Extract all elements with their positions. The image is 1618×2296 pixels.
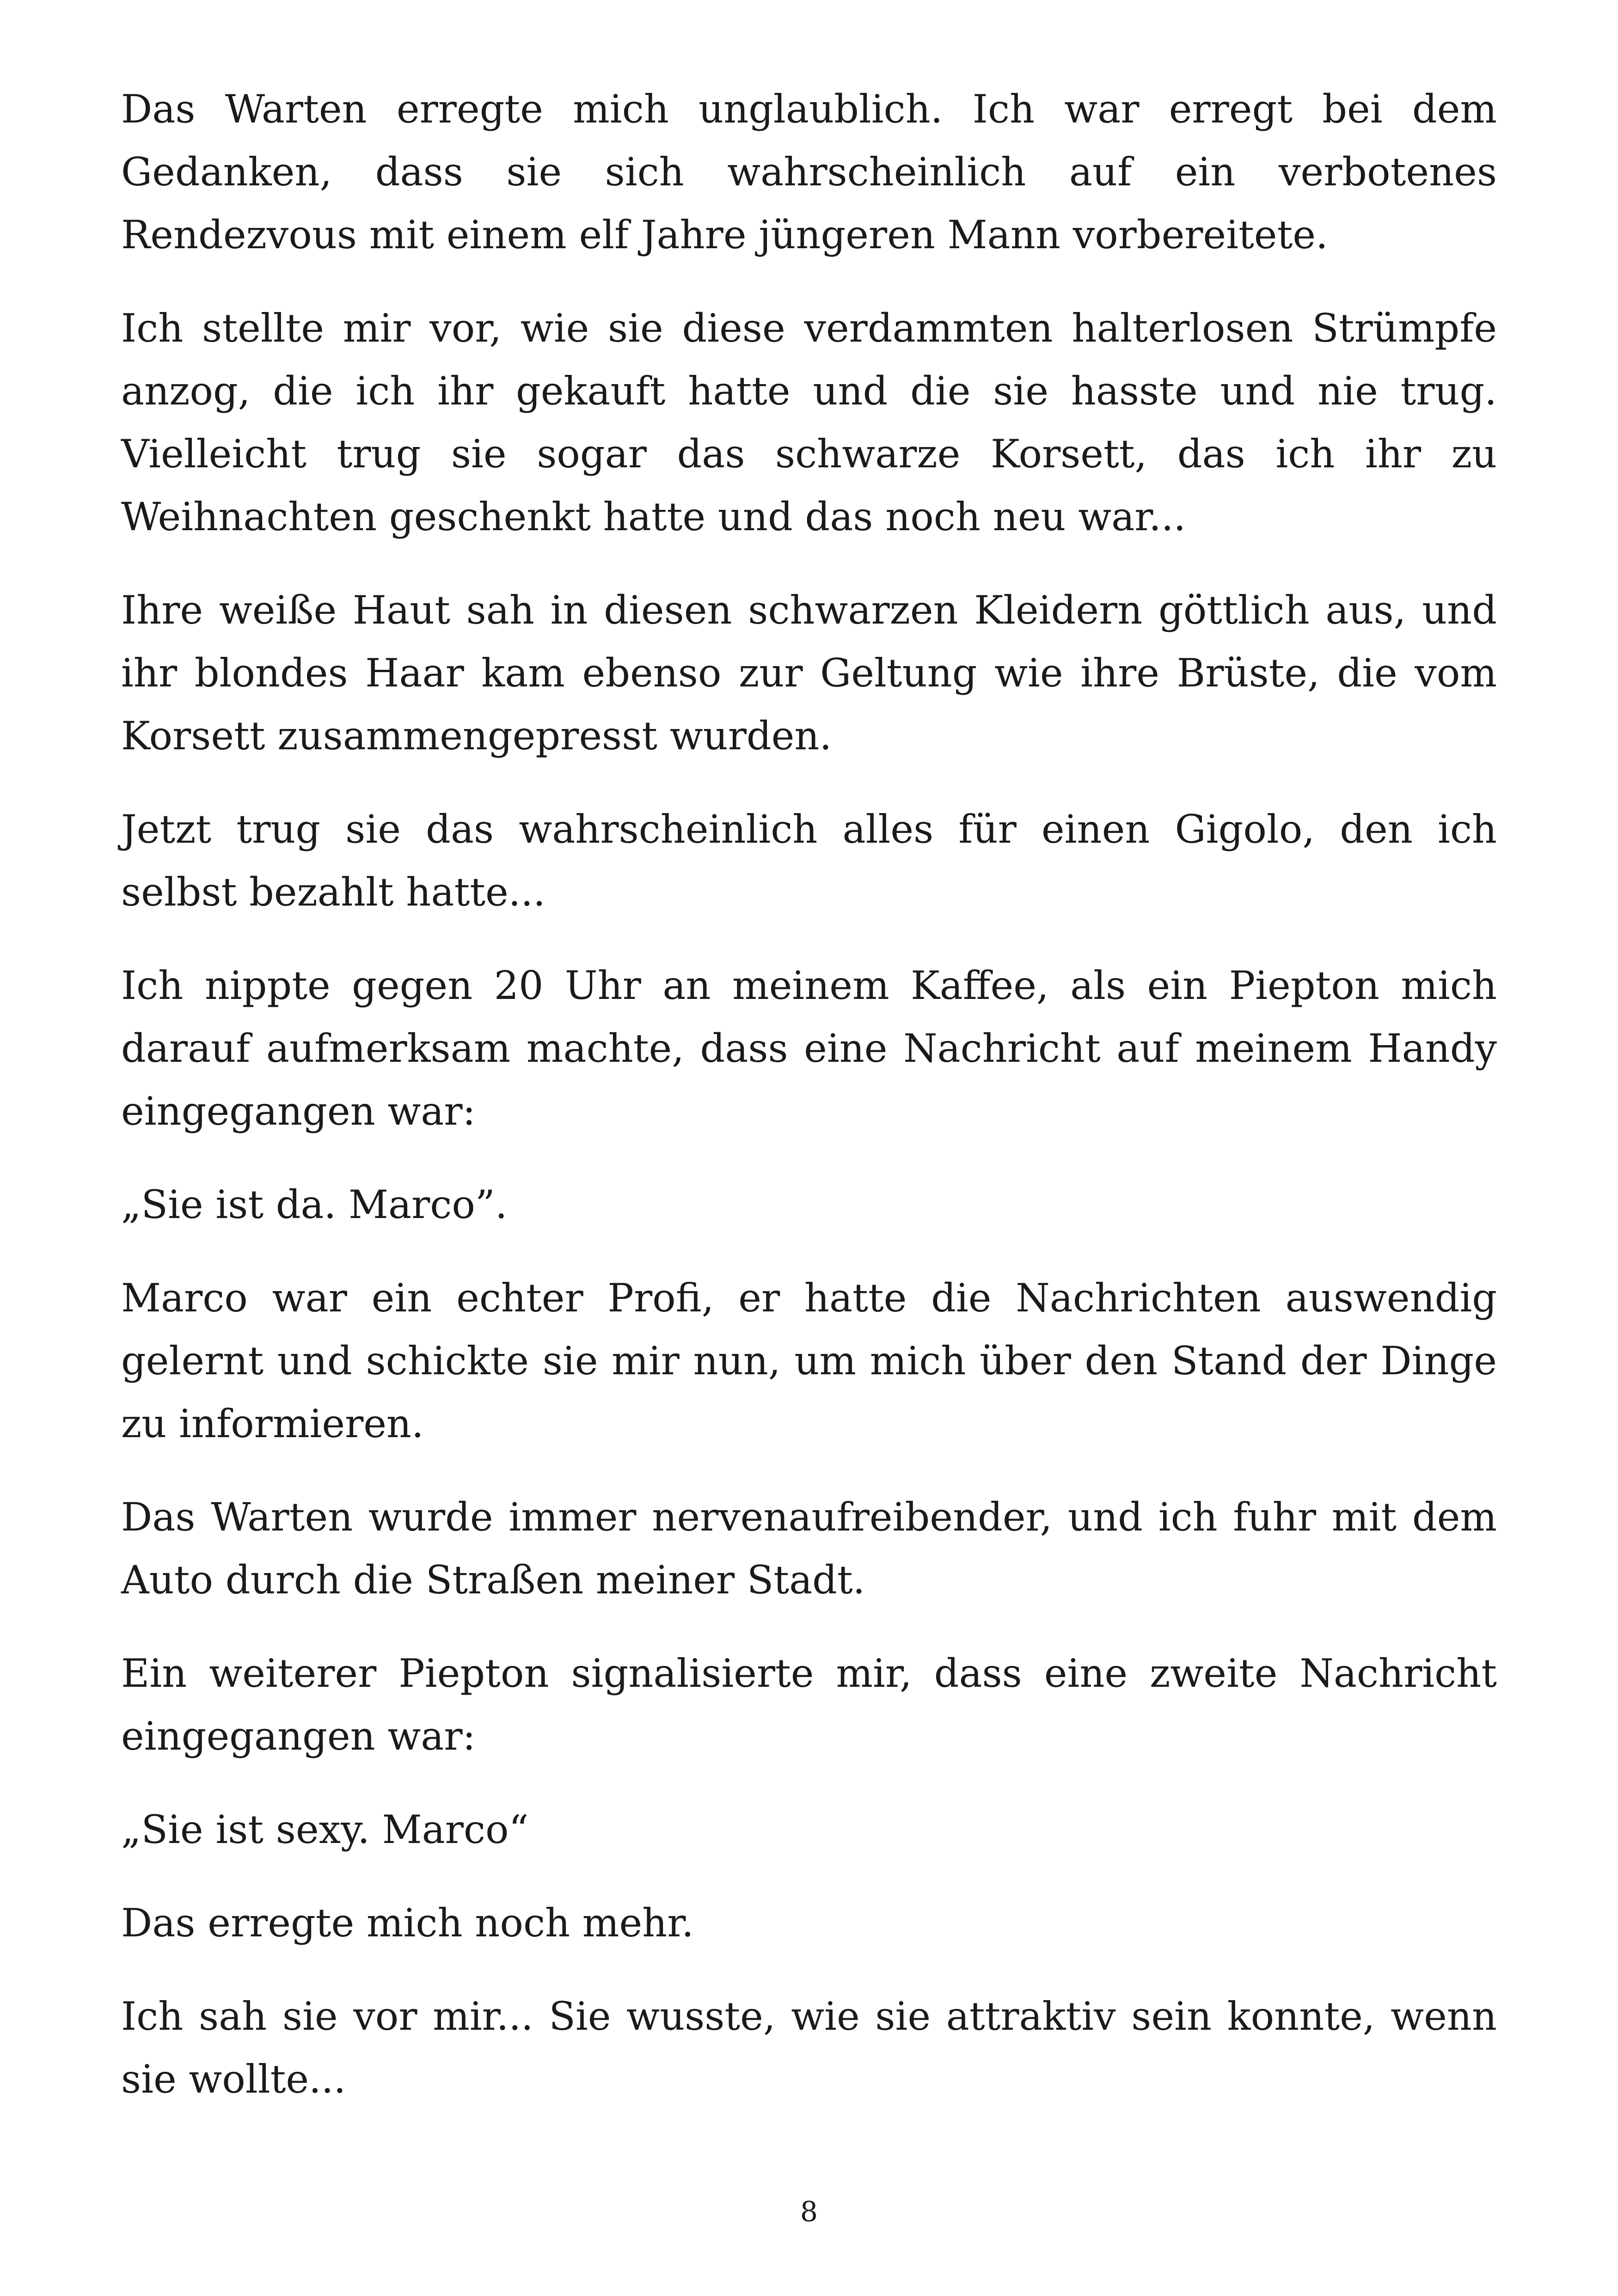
paragraph: Ein weiterer Piepton signalisierte mir, dass eine zweite Nachricht eingegangen war: <box>121 1651 1497 1759</box>
paragraph: Ich stellte mir vor, wie sie diese verdammten halterlosen Strümpfe anzog, die ich ihr gekauft hatte und die sie hasste und nie trug. Vielleicht trug sie sogar das schwarze Korsett, das ich ihr zu Weihnachten geschenkt hatte und das noch neu war... <box>121 306 1497 539</box>
paragraph: Ich nippte gegen 20 Uhr an meinem Kaffee, als ein Piepton mich darauf aufmerksam machte, dass eine Nachricht auf meinem Handy eingegangen war: <box>121 963 1497 1134</box>
paragraph: Das Warten erregte mich unglaublich. Ich war erregt bei dem Gedanken, dass sie sich wahrscheinlich auf ein verbotenes Rendezvous mit einem elf Jahre jüngeren Mann vorbereitete. <box>121 86 1497 257</box>
paragraph: „Sie ist da. Marco”. <box>121 1182 508 1227</box>
paragraph: Ich sah sie vor mir... Sie wusste, wie sie attraktiv sein konnte, wenn sie wollte... <box>121 1994 1497 2102</box>
paragraph: „Sie ist sexy. Marco“ <box>121 1807 529 1852</box>
paragraph: Das Warten wurde immer nervenaufreibender, und ich fuhr mit dem Auto durch die Straßen meiner Stadt. <box>121 1494 1497 1603</box>
paragraph: Ihre weiße Haut sah in diesen schwarzen Kleidern göttlich aus, und ihr blondes Haar kam ebenso zur Geltung wie ihre Brüste, die vom Korsett zusammengepresst wurden. <box>121 588 1497 759</box>
page-number: 8 <box>800 2196 818 2228</box>
paragraph: Jetzt trug sie das wahrscheinlich alles für einen Gigolo, den ich selbst bezahlt hatte... <box>121 807 1497 915</box>
paragraph: Das erregte mich noch mehr. <box>121 1900 694 1946</box>
body-text <box>121 78 1497 2141</box>
paragraph: Marco war ein echter Profi, er hatte die Nachrichten auswendig gelernt und schickte sie mir nun, um mich über den Stand der Dinge zu informieren. <box>121 1275 1497 1446</box>
